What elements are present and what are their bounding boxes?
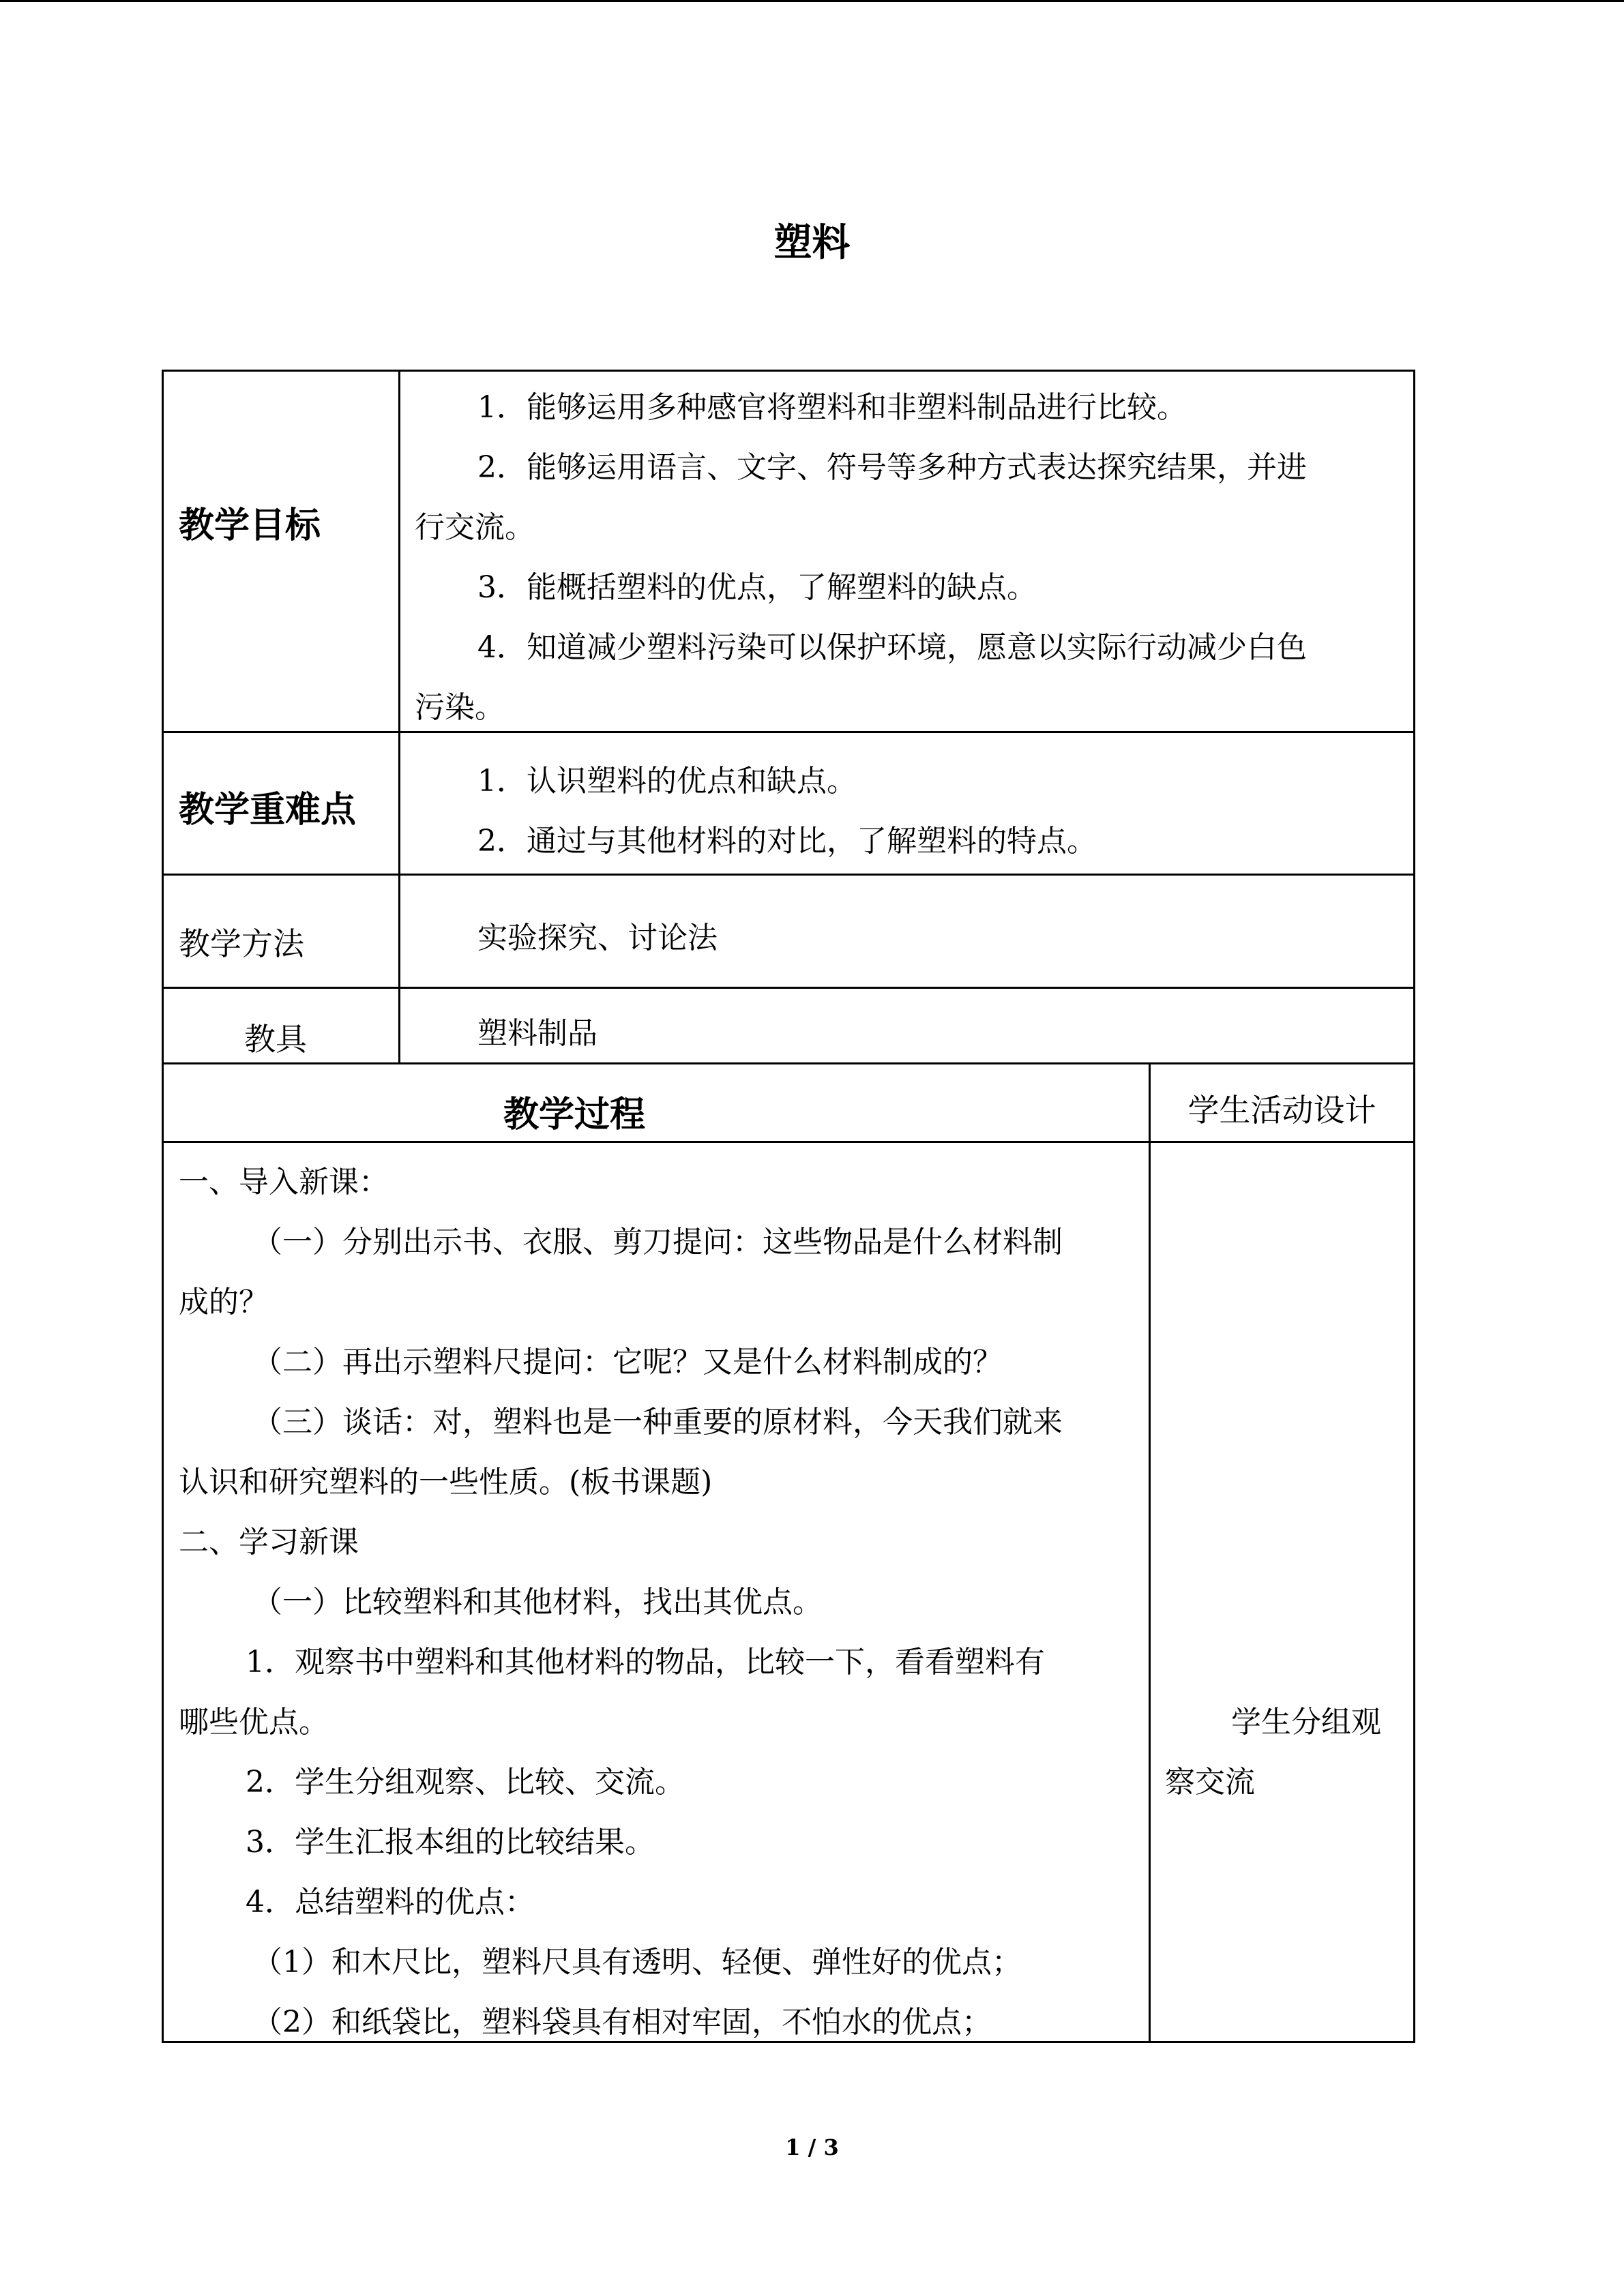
page-title: 塑料 xyxy=(773,221,851,265)
page-number: 1 / 3 xyxy=(785,2134,839,2160)
process-line: 哪些优点。 xyxy=(179,1705,329,1740)
process-line: （三）谈话：对，塑料也是一种重要的原材料，今天我们就来 xyxy=(252,1405,1063,1440)
process-line: 二、学习新课 xyxy=(179,1525,359,1560)
table-rule xyxy=(162,987,1415,989)
objective-line: 4．知道减少塑料污染可以保护环境，愿意以实际行动减少白色 xyxy=(477,630,1307,665)
top-border xyxy=(0,0,1624,2)
table-rule xyxy=(1149,1062,1151,2043)
table-rule xyxy=(398,370,400,1064)
method-label: 教学方法 xyxy=(179,925,304,962)
objective-line: 3．能概括塑料的优点，了解塑料的缺点。 xyxy=(477,570,1037,605)
process-line: 3．学生汇报本组的比较结果。 xyxy=(246,1825,655,1860)
table-rule xyxy=(162,1062,1415,1064)
process-line: （一）比较塑料和其他材料，找出其优点。 xyxy=(252,1585,823,1620)
student-activity-header: 学生活动设计 xyxy=(1187,1092,1376,1129)
process-line: 认识和研究塑料的一些性质。(板书课题) xyxy=(179,1465,713,1500)
method-value: 实验探究、讨论法 xyxy=(477,921,718,955)
table-rule xyxy=(162,874,1415,876)
process-line: 1．观察书中塑料和其他材料的物品，比较一下，看看塑料有 xyxy=(246,1645,1045,1680)
key-point-line: 2．通过与其他材料的对比，了解塑料的特点。 xyxy=(477,824,1097,859)
student-activity-line: 察交流 xyxy=(1165,1765,1255,1800)
process-line: （二）再出示塑料尺提问：它呢？又是什么材料制成的？ xyxy=(252,1345,1003,1380)
process-line: 2．学生分组观察、比较、交流。 xyxy=(246,1765,685,1800)
process-line: 4．总结塑料的优点： xyxy=(246,1885,535,1920)
process-line: （一）分别出示书、衣服、剪刀提问：这些物品是什么材料制 xyxy=(252,1225,1063,1259)
tools-label: 教具 xyxy=(244,1021,307,1058)
table-rule xyxy=(162,370,1415,372)
process-line: 成的？ xyxy=(179,1285,269,1320)
table-rule xyxy=(162,370,164,2043)
student-activity-line: 学生分组观 xyxy=(1231,1705,1381,1740)
process-line: （2）和纸袋比，塑料袋具有相对牢固，不怕水的优点； xyxy=(252,2005,992,2040)
objective-line: 1．能够运用多种感官将塑料和非塑料制品进行比较。 xyxy=(477,390,1187,425)
table-rule xyxy=(162,1141,1415,1143)
process-line: （1）和木尺比，塑料尺具有透明、轻便、弹性好的优点； xyxy=(252,1945,1022,1980)
key-point-line: 1．认识塑料的优点和缺点。 xyxy=(477,764,857,799)
process-line: 一、导入新课： xyxy=(179,1165,389,1199)
table-rule xyxy=(1413,370,1415,2043)
objectives-label: 教学目标 xyxy=(179,505,321,546)
table-rule xyxy=(162,731,1415,733)
objective-line: 行交流。 xyxy=(415,510,535,545)
objective-line: 污染。 xyxy=(415,690,505,725)
key-points-label: 教学重难点 xyxy=(179,790,357,831)
tools-value: 塑料制品 xyxy=(477,1016,597,1051)
process-header: 教学过程 xyxy=(503,1094,645,1135)
objective-line: 2．能够运用语言、文字、符号等多种方式表达探究结果，并进 xyxy=(477,450,1307,485)
